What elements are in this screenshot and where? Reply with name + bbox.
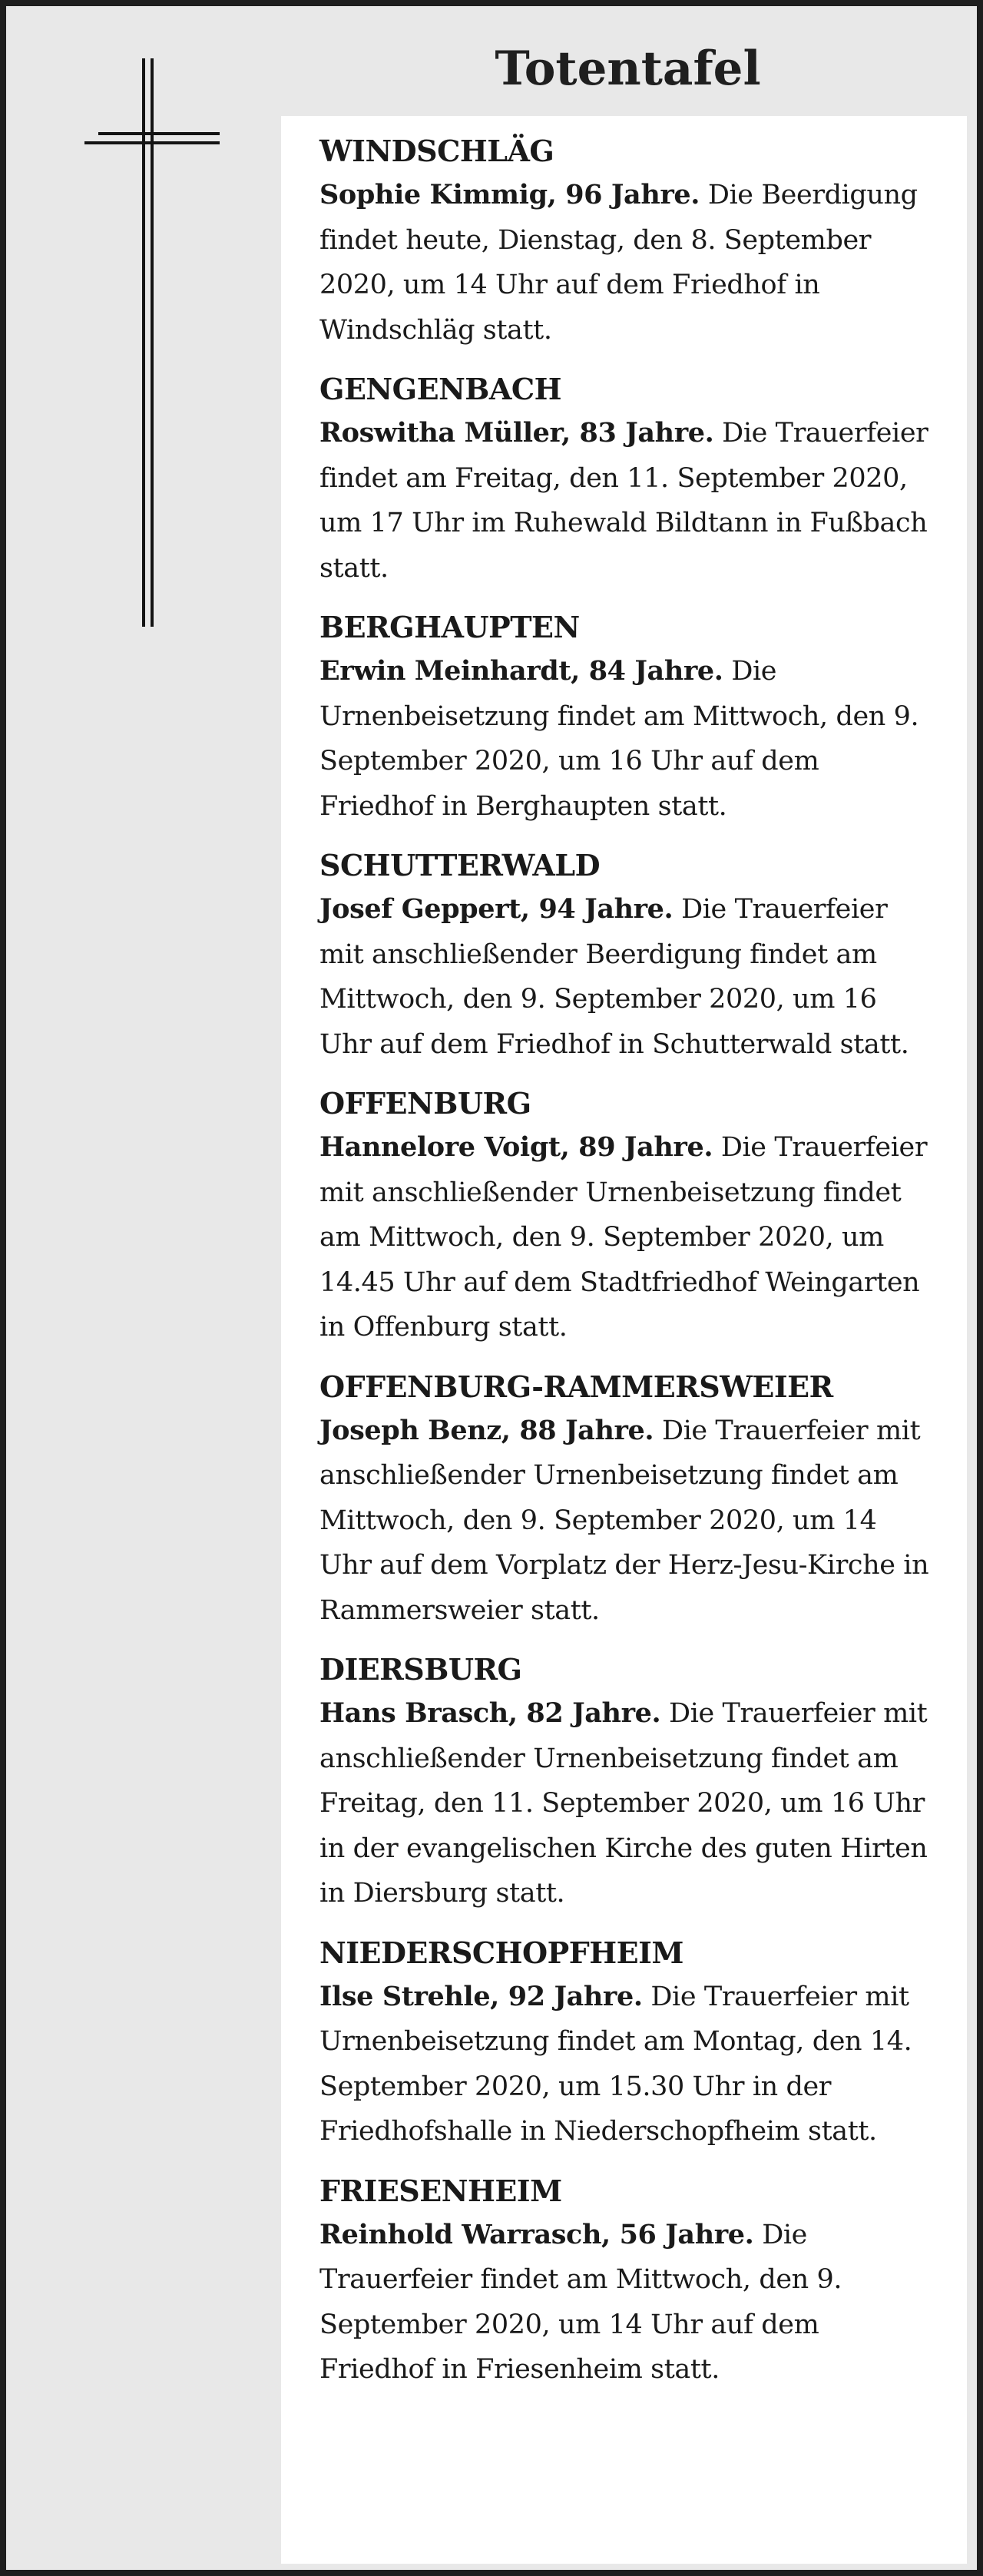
obituary-entry bbox=[319, 1648, 936, 1916]
entry-body bbox=[319, 1975, 936, 2154]
entry-name: Sophie Kimmig, 96 Jahre. bbox=[319, 179, 700, 210]
entry-text: Die Trauerfeier mit Urnenbeisetzung findet am Montag, den 14. September 2020, um 15.30 Uhr in der Friedhofshalle in Niederschopfheim statt. bbox=[319, 1981, 912, 2147]
entry-text: Die Urnenbeisetzung findet am Mittwoch, den 9. September 2020, um 16 Uhr auf dem Friedhof in Berghaupten statt. bbox=[319, 656, 919, 822]
entry-name: Hannelore Voigt, 89 Jahre. bbox=[319, 1131, 713, 1163]
entry-body bbox=[319, 1691, 936, 1916]
entry-place: SCHUTTERWALD bbox=[319, 848, 601, 882]
entry-place: OFFENBURG-RAMMERSWEIER bbox=[319, 1369, 833, 1404]
entry-place: BERGHAUPTEN bbox=[319, 610, 580, 644]
entry-place: OFFENBURG bbox=[319, 1086, 531, 1121]
obituary-list bbox=[281, 116, 967, 2564]
entry-name: Hans Brasch, 82 Jahre. bbox=[319, 1697, 661, 1729]
entry-body bbox=[319, 411, 936, 591]
page-title: Totentafel bbox=[495, 41, 761, 96]
entry-body bbox=[319, 2213, 936, 2392]
entry-text: Die Trauerfeier mit anschließender Urnenbeisetzung findet am Mittwoch, den 9. September 2020, um 14 Uhr auf dem Vorplatz der Herz-Jesu-Kirche in Rammersweier statt. bbox=[319, 1415, 929, 1626]
entry-place: GENGENBACH bbox=[319, 372, 562, 406]
entry-body bbox=[319, 649, 936, 829]
obituary-entry bbox=[319, 1932, 936, 2154]
entry-place: WINDSCHLÄG bbox=[319, 134, 554, 168]
cross-icon bbox=[79, 58, 225, 627]
entry-text: Die Trauerfeier findet am Mittwoch, den 9. September 2020, um 14 Uhr auf dem Friedhof in Friesenheim statt. bbox=[319, 2219, 842, 2385]
entry-text: Die Trauerfeier mit anschließender Urnenbeisetzung findet am Mittwoch, den 9. September 2020, um 14.45 Uhr auf dem Stadtfriedhof Weingarten in Offenburg statt. bbox=[319, 1132, 928, 1343]
entry-name: Reinhold Warrasch, 56 Jahre. bbox=[319, 2218, 754, 2250]
entry-place: NIEDERSCHOPFHEIM bbox=[319, 1935, 683, 1970]
obituary-entry bbox=[319, 1366, 936, 1634]
entry-name: Roswitha Müller, 83 Jahre. bbox=[319, 417, 714, 449]
obituary-entry bbox=[319, 844, 936, 1067]
entry-place: DIERSBURG bbox=[319, 1652, 522, 1687]
obituary-entry bbox=[319, 368, 936, 591]
entry-text: Die Beerdigung findet heute, Dienstag, den 8. September 2020, um 14 Uhr auf dem Friedhof in Windschläg statt. bbox=[319, 180, 918, 346]
entry-place: FRIESENHEIM bbox=[319, 2173, 562, 2208]
entry-body bbox=[319, 887, 936, 1067]
entry-body bbox=[319, 1409, 936, 1634]
entry-name: Ilse Strehle, 92 Jahre. bbox=[319, 1980, 643, 2012]
obituary-entry bbox=[319, 2170, 936, 2392]
entry-text: Die Trauerfeier findet am Freitag, den 11. September 2020, um 17 Uhr im Ruhewald Bildtann in Fußbach statt. bbox=[319, 418, 928, 584]
obituary-entry bbox=[319, 606, 936, 829]
entry-body bbox=[319, 1125, 936, 1350]
entry-text: Die Trauerfeier mit anschließender Urnenbeisetzung findet am Freitag, den 11. September 2020, um 16 Uhr in der evangelischen Kirche des guten Hirten in Diersburg statt. bbox=[319, 1698, 928, 1909]
obituary-entry bbox=[319, 130, 936, 353]
entry-name: Erwin Meinhardt, 84 Jahre. bbox=[319, 655, 723, 687]
entry-text: Die Trauerfeier mit anschließender Beerdigung findet am Mittwoch, den 9. September 2020, um 16 Uhr auf dem Friedhof in Schutterwald statt. bbox=[319, 894, 909, 1060]
entry-name: Josef Geppert, 94 Jahre. bbox=[319, 893, 674, 925]
obituary-entry bbox=[319, 1082, 936, 1350]
entry-name: Joseph Benz, 88 Jahre. bbox=[319, 1414, 654, 1446]
entry-body bbox=[319, 173, 936, 353]
